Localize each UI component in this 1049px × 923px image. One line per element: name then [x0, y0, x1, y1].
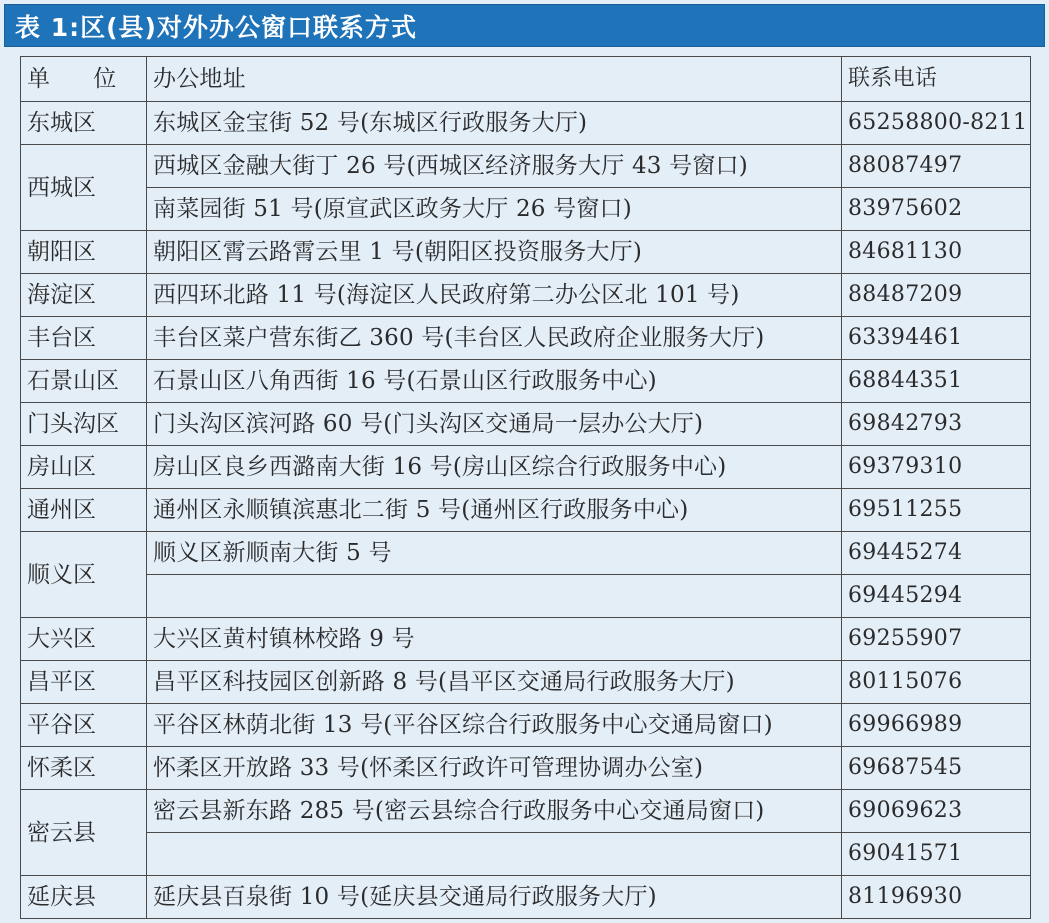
table-row: [21, 618, 1031, 661]
table-row: [21, 833, 1031, 876]
cell-unit: 通州区: [21, 489, 147, 532]
cell-phone: 81196930: [842, 876, 1031, 919]
cell-phone: 84681130: [842, 231, 1031, 274]
cell-unit: 顺义区: [21, 532, 147, 618]
header-unit: 单 位: [21, 57, 147, 102]
table-row: [21, 876, 1031, 919]
cell-phone: 65258800-8211: [842, 102, 1031, 145]
table-body: [21, 57, 1031, 919]
cell-unit: 丰台区: [21, 317, 147, 360]
cell-unit: 昌平区: [21, 661, 147, 704]
cell-address: 怀柔区开放路 33 号(怀柔区行政许可管理协调办公室): [147, 747, 842, 790]
table-row: [21, 317, 1031, 360]
table-row: [21, 231, 1031, 274]
cell-unit: 东城区: [21, 102, 147, 145]
cell-unit: 海淀区: [21, 274, 147, 317]
cell-address: 通州区永顺镇滨惠北二街 5 号(通州区行政服务中心): [147, 489, 842, 532]
cell-phone: 69445294: [842, 575, 1031, 618]
cell-address: 丰台区菜户营东街乙 360 号(丰台区人民政府企业服务大厅): [147, 317, 842, 360]
cell-unit: 朝阳区: [21, 231, 147, 274]
table-row: [21, 403, 1031, 446]
cell-phone: 68844351: [842, 360, 1031, 403]
cell-unit: 密云县: [21, 790, 147, 876]
cell-phone: 69041571: [842, 833, 1031, 876]
cell-address: 昌平区科技园区创新路 8 号(昌平区交通局行政服务大厅): [147, 661, 842, 704]
cell-address: 大兴区黄村镇林校路 9 号: [147, 618, 842, 661]
cell-phone: 69379310: [842, 446, 1031, 489]
cell-address: 门头沟区滨河路 60 号(门头沟区交通局一层办公大厅): [147, 403, 842, 446]
cell-address: 东城区金宝街 52 号(东城区行政服务大厅): [147, 102, 842, 145]
table-title: 表 1:区(县)对外办公窗口联系方式: [15, 12, 417, 42]
cell-unit: 大兴区: [21, 618, 147, 661]
cell-address: 石景山区八角西街 16 号(石景山区行政服务中心): [147, 360, 842, 403]
cell-phone: 69445274: [842, 532, 1031, 575]
table-row: [21, 274, 1031, 317]
cell-unit: 怀柔区: [21, 747, 147, 790]
table-row: [21, 747, 1031, 790]
table-row: [21, 575, 1031, 618]
cell-address: 西四环北路 11 号(海淀区人民政府第二办公区北 101 号): [147, 274, 842, 317]
cell-unit: 门头沟区: [21, 403, 147, 446]
cell-phone: 69069623: [842, 790, 1031, 833]
table-row: [21, 790, 1031, 833]
cell-unit: 西城区: [21, 145, 147, 231]
cell-phone: 88087497: [842, 145, 1031, 188]
contacts-table: [20, 56, 1031, 919]
header-address: 办公地址: [147, 57, 842, 102]
cell-phone: 69255907: [842, 618, 1031, 661]
cell-address: 密云县新东路 285 号(密云县综合行政服务中心交通局窗口): [147, 790, 842, 833]
cell-address: 朝阳区霄云路霄云里 1 号(朝阳区投资服务大厅): [147, 231, 842, 274]
header-phone: 联系电话: [842, 57, 1031, 102]
cell-address: 延庆县百泉街 10 号(延庆县交通局行政服务大厅): [147, 876, 842, 919]
cell-unit: 房山区: [21, 446, 147, 489]
cell-phone: 69687545: [842, 747, 1031, 790]
cell-phone: 83975602: [842, 188, 1031, 231]
cell-phone: 69842793: [842, 403, 1031, 446]
cell-address: 平谷区林荫北街 13 号(平谷区综合行政服务中心交通局窗口): [147, 704, 842, 747]
table-row: [21, 145, 1031, 188]
table-row: [21, 188, 1031, 231]
table-row: [21, 532, 1031, 575]
table-row: [21, 661, 1031, 704]
cell-phone: 69511255: [842, 489, 1031, 532]
table-row: [21, 102, 1031, 145]
cell-address: [147, 575, 842, 618]
cell-unit: 延庆县: [21, 876, 147, 919]
cell-address: 房山区良乡西潞南大街 16 号(房山区综合行政服务中心): [147, 446, 842, 489]
cell-phone: 63394461: [842, 317, 1031, 360]
cell-address: [147, 833, 842, 876]
table-row: [21, 704, 1031, 747]
cell-phone: 88487209: [842, 274, 1031, 317]
cell-address: 西城区金融大街丁 26 号(西城区经济服务大厅 43 号窗口): [147, 145, 842, 188]
table-row: [21, 360, 1031, 403]
table-row: [21, 446, 1031, 489]
cell-unit: 石景山区: [21, 360, 147, 403]
table-row: [21, 489, 1031, 532]
title-bar: [4, 4, 1045, 47]
cell-address: 顺义区新顺南大街 5 号: [147, 532, 842, 575]
cell-unit: 平谷区: [21, 704, 147, 747]
cell-phone: 69966989: [842, 704, 1031, 747]
cell-phone: 80115076: [842, 661, 1031, 704]
table-header-row: [21, 57, 1031, 102]
cell-address: 南菜园街 51 号(原宣武区政务大厅 26 号窗口): [147, 188, 842, 231]
